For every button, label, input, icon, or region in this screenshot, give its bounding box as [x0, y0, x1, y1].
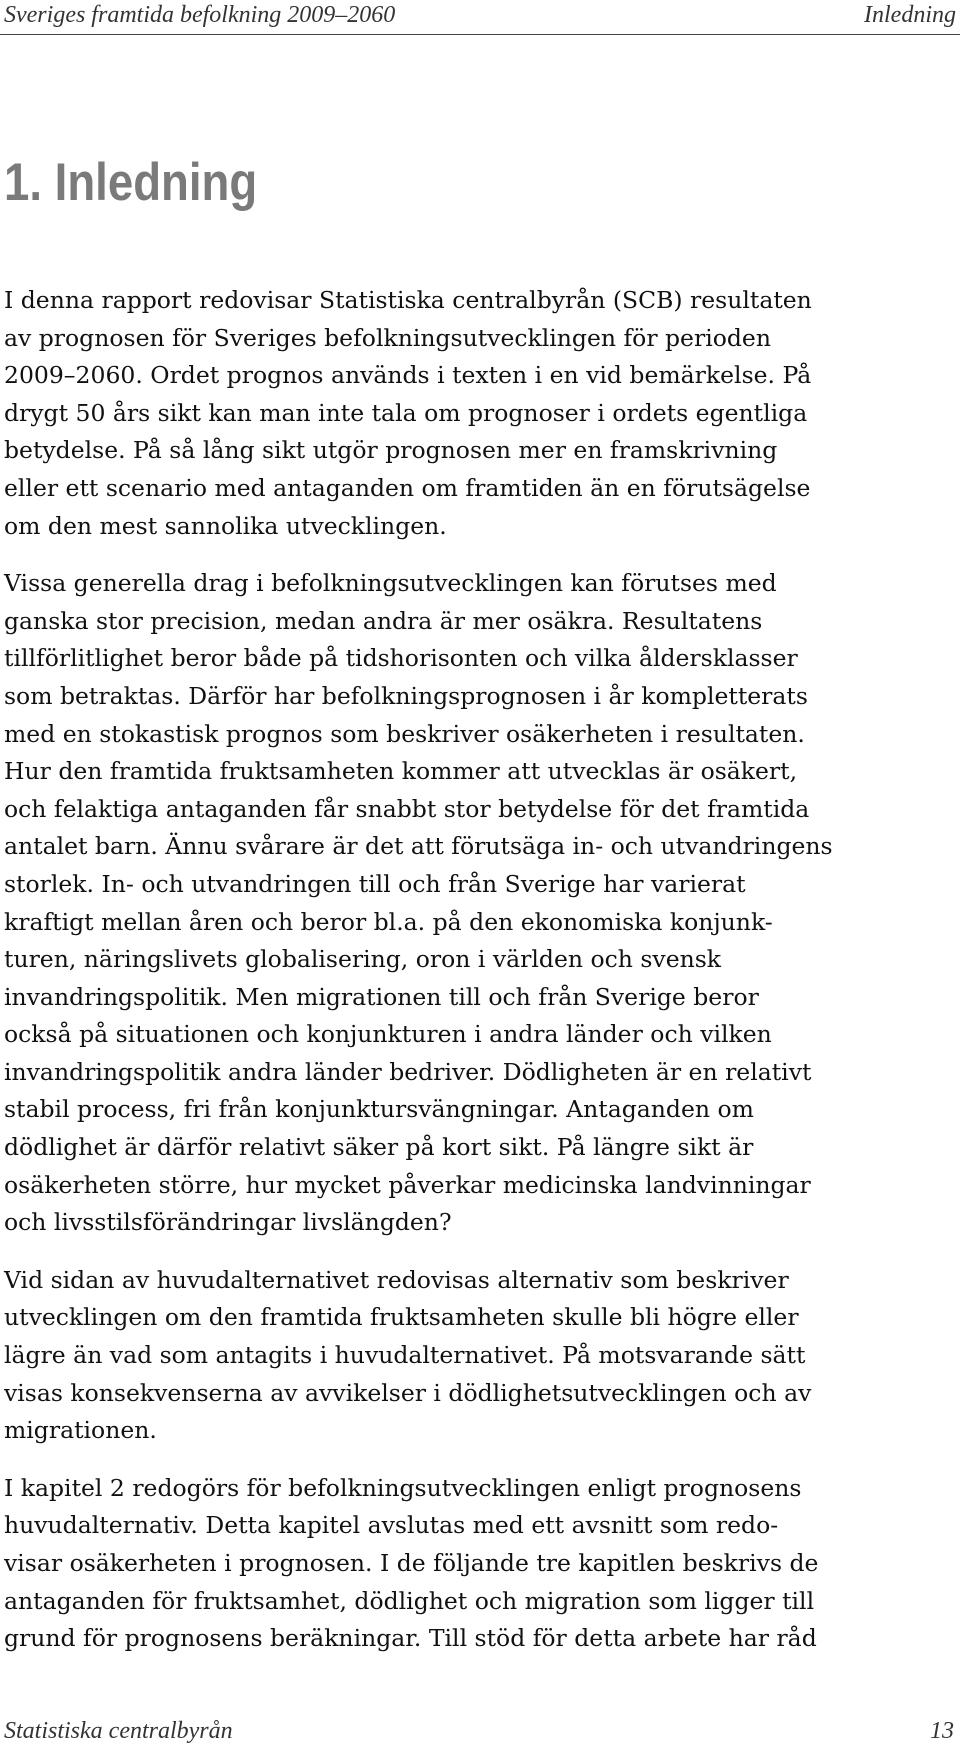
text-line: osäkerheten större, hur mycket påverkar medicinska landvinningar — [4, 1170, 811, 1199]
text-line: och livsstilsförändringar livslängden? — [4, 1208, 452, 1237]
header-section-name: Inledning — [864, 2, 956, 28]
text-line: Vid sidan av huvudalternativet redovisas alternativ som beskriver — [4, 1265, 789, 1294]
text-line: invandringspolitik. Men migrationen till och från Sverige beror — [4, 982, 759, 1011]
text-line: storlek. In- och utvandringen till och från Sverige har varierat — [4, 869, 746, 898]
text-line: 2009–2060. Ordet prognos används i texten i en vid bemärkelse. På — [4, 361, 812, 390]
text-line: av prognosen för Sveriges befolkningsutvecklingen för perioden — [4, 323, 771, 352]
text-line: visar osäkerheten i prognosen. I de följande tre kapitlen beskrivs de — [4, 1549, 819, 1577]
text-line: som betraktas. Därför har befolkningsprognosen i år kompletterats — [4, 681, 808, 710]
text-line: invandringspolitik andra länder bedriver. Dödligheten är en relativt — [4, 1057, 812, 1086]
text-line: visas konsekvenserna av avvikelser i dödlighetsutvecklingen och av — [4, 1378, 812, 1407]
chapter-title: 1. Inledning — [4, 153, 258, 212]
text-line: Vissa generella drag i befolkningsutvecklingen kan förutses med — [4, 569, 777, 598]
text-line: med en stokastisk prognos som beskriver osäkerheten i resultaten. — [4, 719, 805, 748]
running-header — [0, 0, 960, 35]
text-line: I denna rapport redovisar Statistiska centralbyrån (SCB) resultaten — [4, 286, 812, 314]
text-line: också på situationen och konjunkturen i andra länder och vilken — [4, 1020, 772, 1049]
text-line: kraftigt mellan åren och beror bl.a. på den ekonomiska konjunk- — [4, 907, 773, 936]
running-footer — [0, 1718, 960, 1748]
text-line: om den mest sannolika utvecklingen. — [4, 511, 447, 540]
page-number: 13 — [930, 1718, 954, 1744]
text-line: ganska stor precision, medan andra är mer osäkra. Resultatens — [4, 606, 763, 635]
text-line: drygt 50 års sikt kan man inte tala om prognoser i ordets egentliga — [4, 398, 808, 427]
text-line: Hur den framtida fruktsamheten kommer att utvecklas är osäkert, — [4, 757, 798, 786]
text-line: lägre än vad som antagits i huvudalternativet. På motsvarande sätt — [4, 1341, 806, 1370]
body-text — [4, 282, 959, 1678]
text-line: turen, näringslivets globalisering, oron i världen och svensk — [4, 945, 722, 974]
text-line: antalet barn. Ännu svårare är det att förutsäga in- och utvandringens — [4, 832, 833, 861]
text-line: I kapitel 2 redogörs för befolkningsutvecklingen enligt prognosens — [4, 1473, 802, 1502]
text-line: stabil process, fri från konjunktursvängningar. Antaganden om — [4, 1095, 754, 1124]
text-line: och felaktiga antaganden får snabbt stor betydelse för det framtida — [4, 794, 810, 823]
text-line: migrationen. — [4, 1416, 157, 1445]
header-publication-title: Sveriges framtida befolkning 2009–2060 — [4, 2, 396, 28]
text-line: antaganden för fruktsamhet, dödlighet och migration som ligger till — [4, 1586, 815, 1615]
text-line: tillförlitlighet beror både på tidshorisonten och vilka åldersklasser — [4, 644, 798, 673]
footer-publisher: Statistiska centralbyrån — [4, 1718, 233, 1744]
paragraph — [4, 565, 959, 1242]
text-line: grund för prognosens beräkningar. Till stöd för detta arbete har råd — [4, 1624, 817, 1653]
paragraph — [4, 282, 959, 545]
text-line: eller ett scenario med antaganden om framtiden än en förutsägelse — [4, 473, 811, 502]
text-line: dödlighet är därför relativt säker på kort sikt. På längre sikt är — [4, 1133, 754, 1162]
paragraph — [4, 1262, 959, 1450]
text-line: betydelse. På så lång sikt utgör prognosen mer en framskrivning — [4, 436, 778, 465]
paragraph — [4, 1470, 959, 1658]
text-line: huvudalternativ. Detta kapitel avslutas med ett avsnitt som redo- — [4, 1511, 779, 1540]
text-line: utvecklingen om den framtida fruktsamheten skulle bli högre eller — [4, 1303, 799, 1332]
